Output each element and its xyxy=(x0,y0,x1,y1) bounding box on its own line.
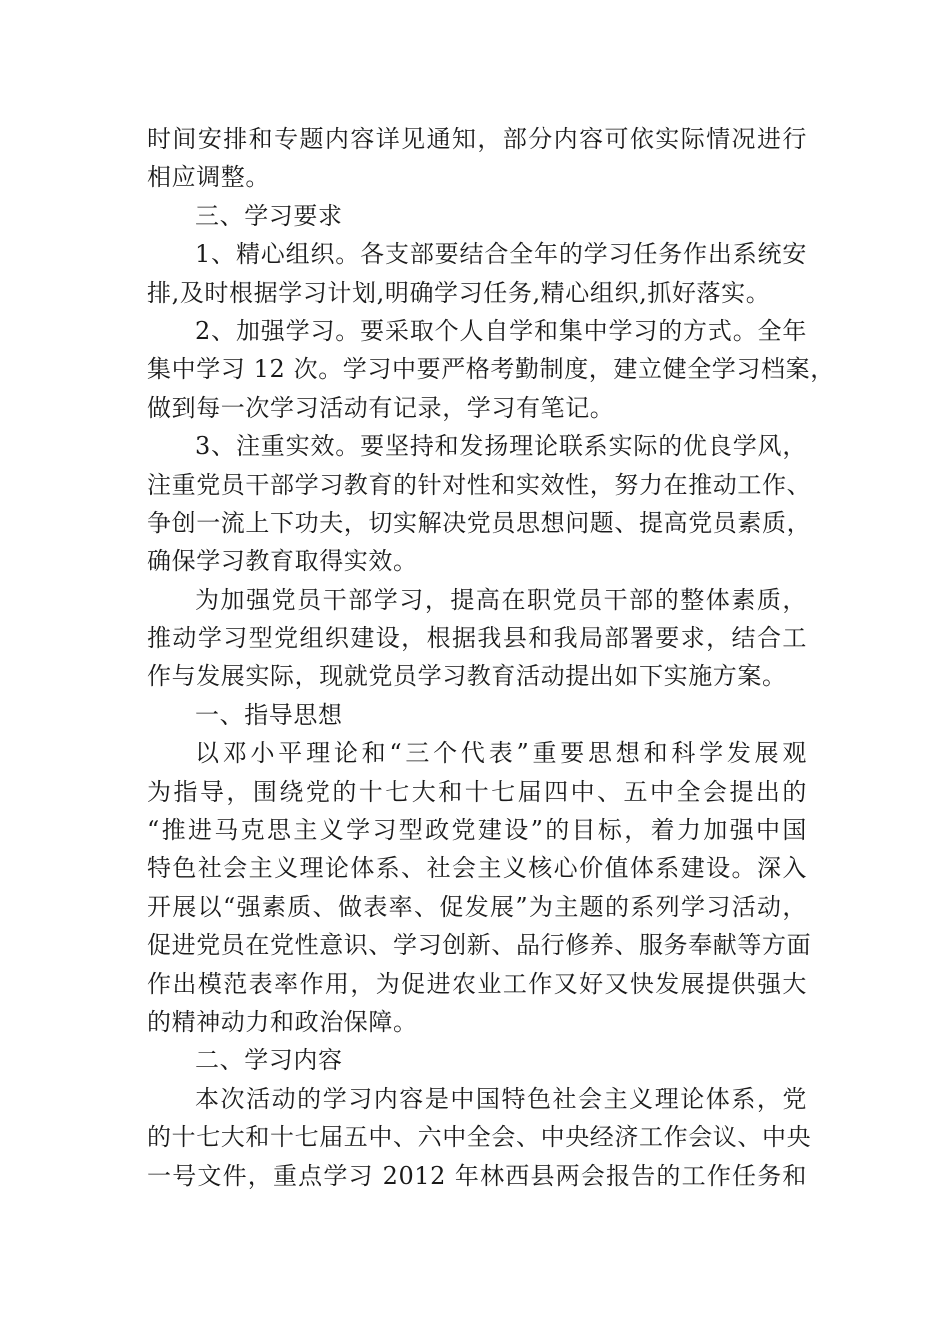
body-line: “推进马克思主义学习型政党建设”的目标，着力加强中国 xyxy=(147,816,807,845)
body-line: 确保学习教育取得实效。 xyxy=(147,547,418,576)
body-line: 为指导，围绕党的十七大和十七届四中、五中全会提出的 xyxy=(147,777,807,806)
body-line: 以邓小平理论和“三个代表”重要思想和科学发展观 xyxy=(195,739,807,768)
body-line: 集中学习 12 次。学习中要严格考勤制度，建立健全学习档案， xyxy=(147,355,835,384)
body-line: 排,及时根据学习计划,明确学习任务,精心组织,抓好落实。 xyxy=(147,278,771,307)
body-line: 2、加强学习。要采取个人自学和集中学习的方式。全年 xyxy=(195,316,807,345)
body-line: 作出模范表率作用，为促进农业工作又好又快发展提供强大 xyxy=(147,969,807,998)
body-line: 时间安排和专题内容详见通知，部分内容可依实际情况进行 xyxy=(147,125,807,153)
section-heading-requirements: 三、学习要求 xyxy=(195,201,343,230)
body-line: 为加强党员干部学习，提高在职党员干部的整体素质， xyxy=(195,585,807,614)
body-line: 3、注重实效。要坚持和发扬理论联系实际的优良学风， xyxy=(195,432,807,461)
body-line: 本次活动的学习内容是中国特色社会主义理论体系，党 xyxy=(195,1084,807,1113)
body-line: 争创一流上下功夫，切实解决党员思想问题、提高党员素质， xyxy=(147,508,812,537)
body-line: 特色社会主义理论体系、社会主义核心价值体系建设。深入 xyxy=(147,854,807,883)
body-line: 开展以“强素质、做表率、促发展”为主题的系列学习活动， xyxy=(147,892,807,921)
body-line: 做到每一次学习活动有记录，学习有笔记。 xyxy=(147,393,615,422)
body-line: 1、精心组织。各支部要结合全年的学习任务作出系统安 xyxy=(195,240,807,269)
body-line: 相应调整。 xyxy=(147,163,270,192)
body-line: 注重党员干部学习教育的针对性和实效性，努力在推动工作、 xyxy=(147,470,812,499)
section-heading-study-content: 二、学习内容 xyxy=(195,1046,343,1075)
section-heading-guiding-thought: 一、指导思想 xyxy=(195,700,343,729)
body-line: 的十七大和十七届五中、六中全会、中央经济工作会议、中央 xyxy=(147,1123,812,1152)
document-body xyxy=(147,120,835,1195)
body-line: 促进党员在党性意识、学习创新、品行修养、服务奉献等方面 xyxy=(147,931,812,960)
body-line: 作与发展实际，现就党员学习教育活动提出如下实施方案。 xyxy=(147,662,787,691)
body-line: 推动学习型党组织建设，根据我县和我局部署要求，结合工 xyxy=(147,624,807,653)
body-line: 的精神动力和政治保障。 xyxy=(147,1007,418,1036)
body-line: 一号文件，重点学习 2012 年林西县两会报告的工作任务和 xyxy=(147,1161,807,1190)
